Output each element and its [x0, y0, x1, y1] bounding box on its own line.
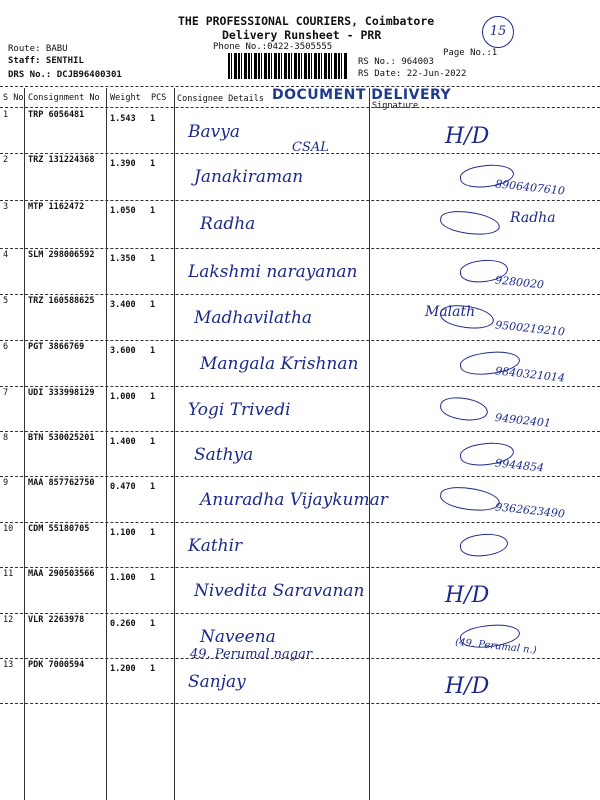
signature-text: H/D — [445, 674, 490, 699]
recipient-phone: 9280020 — [494, 273, 545, 292]
row-weight: 0.470 — [110, 482, 136, 492]
row-weight: 3.600 — [110, 346, 136, 356]
row-weight: 1.390 — [110, 159, 136, 169]
row-divider — [0, 476, 600, 477]
consignee-name: Bavya — [188, 122, 240, 142]
recipient-phone: 8906407610 — [494, 177, 566, 198]
col-consignment: Consignment No — [28, 93, 100, 103]
row-weight: 1.400 — [110, 437, 136, 447]
signature-scribble — [459, 531, 510, 559]
row-sno: 4 — [3, 250, 9, 260]
consignee-name: Radha — [200, 214, 256, 234]
consignee-name: Mangala Krishnan — [200, 354, 359, 374]
row-divider — [0, 153, 600, 154]
row-sno: 5 — [3, 296, 9, 306]
row-divider — [0, 522, 600, 523]
recipient-phone: 9840321014 — [494, 364, 566, 385]
signature-text: H/D — [445, 583, 490, 608]
staff: Staff: SENTHIL — [8, 56, 84, 66]
row-pcs: 1 — [150, 392, 156, 402]
consignee-address: 49. Perumal nagar — [190, 647, 313, 662]
row-sno: 12 — [3, 615, 14, 625]
phone-number: Phone No.:0422-3505555 — [213, 42, 333, 52]
signature-scribble — [439, 396, 489, 423]
recipient-phone: (49. Perumal n.) — [454, 636, 538, 657]
consignee-name: Sanjay — [188, 672, 246, 692]
row-sno: 10 — [3, 524, 14, 534]
recipient-phone: 9362623490 — [494, 500, 566, 521]
signature-scribble — [439, 485, 501, 513]
row-sno: 9 — [3, 478, 9, 488]
row-consignment: MTP 1162472 — [28, 202, 85, 212]
row-weight: 1.000 — [110, 392, 136, 402]
row-consignment: MAA 290503566 — [28, 569, 95, 579]
rs-number: RS No.: 964003 — [358, 57, 434, 67]
row-pcs: 1 — [150, 664, 156, 674]
row-consignment: PGT 3866769 — [28, 342, 85, 352]
row-consignment: TRZ 131224368 — [28, 155, 95, 165]
col-pcs: PCS — [151, 93, 167, 103]
row-divider — [0, 431, 600, 432]
row-pcs: 1 — [150, 114, 156, 124]
row-sno: 13 — [3, 660, 14, 670]
company-title: THE PROFESSIONAL COURIERS, Coimbatore — [178, 14, 435, 28]
row-divider — [0, 567, 600, 568]
row-consignment: MAA 857762750 — [28, 478, 95, 488]
col-sno: S No — [3, 93, 24, 103]
consignee-name: Naveena — [200, 627, 276, 647]
signature-scribble — [439, 209, 501, 237]
consignee-name: Madhavilatha — [194, 308, 313, 328]
row-sno: 7 — [3, 388, 9, 398]
row-divider — [0, 294, 600, 295]
row-sno: 6 — [3, 342, 9, 352]
consignee-name: Kathir — [188, 536, 243, 556]
col-consignee: Consignee Details — [177, 94, 264, 104]
barcode — [228, 53, 348, 79]
consignee-name: Yogi Trivedi — [188, 400, 291, 420]
row-weight: 1.100 — [110, 573, 136, 583]
page-number: Page No.:1 — [443, 48, 498, 58]
consignee-name: Nivedita Saravanan — [194, 581, 365, 601]
row-weight: 0.260 — [110, 619, 136, 629]
row-consignment: PDK 7000594 — [28, 660, 85, 670]
row-consignment: CDM 55180705 — [28, 524, 90, 534]
consignee-name: Lakshmi narayanan — [188, 262, 358, 282]
row-pcs: 1 — [150, 437, 156, 447]
row-pcs: 1 — [150, 346, 156, 356]
row-divider — [0, 248, 600, 249]
route: Route: BABU — [8, 44, 68, 54]
row-weight: 1.350 — [110, 254, 136, 264]
drs-number: DRS No.: DCJB96400301 — [8, 70, 122, 80]
recipient-phone: 9944854 — [494, 456, 545, 475]
signature-text: Malath — [425, 304, 476, 320]
row-weight: 1.050 — [110, 206, 136, 216]
row-consignment: TRP 6056481 — [28, 110, 85, 120]
row-sno: 3 — [3, 202, 9, 212]
consignee-name: Anuradha Vijaykumar — [200, 490, 388, 510]
signature-scribble — [439, 303, 495, 331]
recipient-phone: 94902401 — [494, 411, 552, 430]
row-pcs: 1 — [150, 206, 156, 216]
row-consignment: BTN 530025201 — [28, 433, 95, 443]
recipient-phone: 9500219210 — [494, 318, 566, 339]
rs-date: RS Date: 22-Jun-2022 — [358, 69, 467, 79]
runsheet-subtitle: Delivery Runsheet - PRR — [222, 28, 382, 42]
row-consignment: VLR 2263978 — [28, 615, 85, 625]
col-weight: Weight — [110, 93, 141, 103]
row-pcs: 1 — [150, 159, 156, 169]
row-pcs: 1 — [150, 482, 156, 492]
row-weight: 3.400 — [110, 300, 136, 310]
row-pcs: 1 — [150, 573, 156, 583]
signature-text: H/D — [445, 124, 490, 149]
row-sno: 8 — [3, 433, 9, 443]
row-divider — [0, 200, 600, 201]
row-sno: 11 — [3, 569, 14, 579]
row-weight: 1.100 — [110, 528, 136, 538]
row-weight: 1.200 — [110, 664, 136, 674]
row-divider — [0, 613, 600, 614]
row-divider — [0, 658, 600, 659]
row-consignment: UDI 333998129 — [28, 388, 95, 398]
signature-text: Radha — [510, 210, 556, 226]
handwritten-page-number: 15 — [482, 16, 514, 48]
consignee-address: CSAL — [292, 140, 329, 155]
row-pcs: 1 — [150, 528, 156, 538]
row-pcs: 1 — [150, 619, 156, 629]
row-divider — [0, 340, 600, 341]
row-weight: 1.543 — [110, 114, 136, 124]
row-consignment: TRZ 160588625 — [28, 296, 95, 306]
row-sno: 2 — [3, 155, 9, 165]
consignee-name: Sathya — [194, 445, 254, 465]
row-divider — [0, 703, 600, 704]
row-pcs: 1 — [150, 300, 156, 310]
row-consignment: SLM 298006592 — [28, 250, 95, 260]
row-pcs: 1 — [150, 254, 156, 264]
row-divider — [0, 386, 600, 387]
row-sno: 1 — [3, 110, 9, 120]
document-delivery-stamp: DOCUMENT DELIVERY — [272, 87, 452, 103]
consignee-name: Janakiraman — [194, 167, 304, 187]
col-signature: Signature — [372, 101, 419, 111]
